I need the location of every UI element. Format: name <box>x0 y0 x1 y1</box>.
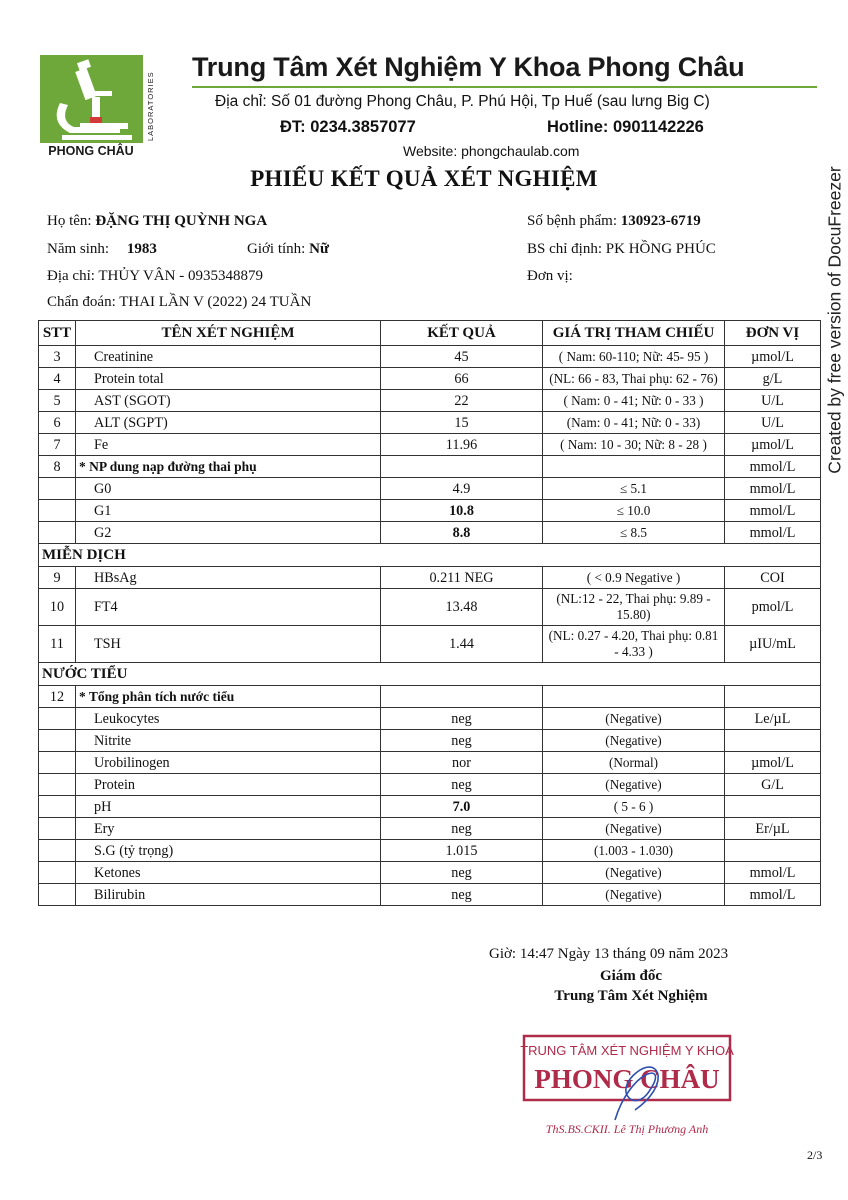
row-test-name: Ketones <box>76 862 381 884</box>
row-result: neg <box>381 730 543 752</box>
table-row <box>39 796 821 818</box>
row-unit: mmol/L <box>725 500 821 522</box>
row-unit: COI <box>725 567 821 589</box>
row-result: 1.44 <box>381 626 543 663</box>
table-row <box>39 390 821 412</box>
page-number: 2/3 <box>807 1148 823 1162</box>
table-row <box>39 522 821 544</box>
row-stt: 8 <box>39 456 76 478</box>
section-title: NƯỚC TIỂU <box>39 663 821 686</box>
table-row <box>39 708 821 730</box>
row-stt: 6 <box>39 412 76 434</box>
row-test-name: pH <box>76 796 381 818</box>
row-test-name: Urobilinogen <box>76 752 381 774</box>
row-unit <box>725 840 821 862</box>
row-stt: 4 <box>39 368 76 390</box>
row-unit: µmol/L <box>725 752 821 774</box>
lab-phone: ĐT: 0234.3857077 <box>280 118 416 136</box>
row-reference: ≤ 5.1 <box>543 478 725 500</box>
row-test-name: Protein total <box>76 368 381 390</box>
watermark-text: Created by free version of DocuFreezer <box>824 166 845 474</box>
table-row <box>39 626 821 663</box>
signer-org: Trung Tâm Xét Nghiệm <box>554 988 708 1004</box>
row-stt: 9 <box>39 567 76 589</box>
row-unit: µmol/L <box>725 346 821 368</box>
table-row <box>39 862 821 884</box>
table-row <box>39 774 821 796</box>
row-reference: ( Nam: 0 - 41; Nữ: 0 - 33 ) <box>543 390 725 412</box>
row-stt <box>39 752 76 774</box>
watermark <box>822 160 848 480</box>
row-unit: mmol/L <box>725 456 821 478</box>
table-row <box>39 412 821 434</box>
row-unit: U/L <box>725 412 821 434</box>
row-stt <box>39 884 76 906</box>
row-unit: Er/µL <box>725 818 821 840</box>
row-test-name: * NP dung nạp đường thai phụ <box>76 456 381 478</box>
official-stamp <box>520 1030 735 1140</box>
header-reference: GIÁ TRỊ THAM CHIẾU <box>543 321 725 346</box>
row-result: 66 <box>381 368 543 390</box>
stamp-line2: PHONG CHÂU <box>534 1064 720 1094</box>
table-row <box>39 368 821 390</box>
row-test-name: Leukocytes <box>76 708 381 730</box>
table-row <box>39 589 821 626</box>
row-result: neg <box>381 884 543 906</box>
row-stt <box>39 840 76 862</box>
row-stt <box>39 730 76 752</box>
row-stt <box>39 708 76 730</box>
row-stt <box>39 774 76 796</box>
patient-name: Họ tên: ĐẶNG THỊ QUỲNH NGA <box>47 213 268 229</box>
row-result-abnormal: 8.8 <box>381 522 543 544</box>
row-result: 0.211 NEG <box>381 567 543 589</box>
row-result: 22 <box>381 390 543 412</box>
row-reference: (Nam: 0 - 41; Nữ: 0 - 33) <box>543 412 725 434</box>
row-result: neg <box>381 818 543 840</box>
document-title: PHIẾU KẾT QUẢ XÉT NGHIỆM <box>250 166 598 191</box>
row-reference <box>543 686 725 708</box>
table-row <box>39 752 821 774</box>
row-unit: U/L <box>725 390 821 412</box>
lab-address: Địa chỉ: Số 01 đường Phong Châu, P. Phú Hội, Tp Huế (sau lưng Big C) <box>215 93 710 110</box>
row-result: 13.48 <box>381 589 543 626</box>
row-stt: 7 <box>39 434 76 456</box>
report-datetime: Giờ: 14:47 Ngày 13 tháng 09 năm 2023 <box>489 946 729 962</box>
row-result: neg <box>381 774 543 796</box>
row-test-name: Creatinine <box>76 346 381 368</box>
row-stt: 10 <box>39 589 76 626</box>
lab-title: Trung Tâm Xét Nghiệm Y Khoa Phong Châu <box>192 52 745 82</box>
patient-birth: Năm sinh: 1983 <box>47 241 157 257</box>
row-reference: ( Nam: 10 - 30; Nữ: 8 - 28 ) <box>543 434 725 456</box>
row-result: 1.015 <box>381 840 543 862</box>
table-row-group <box>39 686 821 708</box>
results-table <box>38 320 821 906</box>
row-unit: mmol/L <box>725 522 821 544</box>
row-reference: (Negative) <box>543 730 725 752</box>
row-unit: µIU/mL <box>725 626 821 663</box>
row-stt <box>39 796 76 818</box>
row-reference: (Negative) <box>543 862 725 884</box>
row-stt <box>39 500 76 522</box>
lab-website: Website: phongchaulab.com <box>403 143 580 159</box>
stamp-line1: TRUNG TÂM XÉT NGHIỆM Y KHOA <box>520 1043 734 1058</box>
row-test-name: AST (SGOT) <box>76 390 381 412</box>
row-reference: (Negative) <box>543 708 725 730</box>
row-test-name: Nitrite <box>76 730 381 752</box>
header-test-name: TÊN XÉT NGHIỆM <box>76 321 381 346</box>
section-row-immunology <box>39 544 821 567</box>
row-result-abnormal: 7.0 <box>381 796 543 818</box>
row-test-name: Fe <box>76 434 381 456</box>
row-test-name: FT4 <box>76 589 381 626</box>
section-title: MIỄN DỊCH <box>39 544 821 567</box>
row-unit: pmol/L <box>725 589 821 626</box>
row-result: 15 <box>381 412 543 434</box>
table-row <box>39 478 821 500</box>
row-test-name: G1 <box>76 500 381 522</box>
table-header-row <box>39 321 821 346</box>
row-test-name: Protein <box>76 774 381 796</box>
stamp-signer: ThS.BS.CKII. Lê Thị Phương Anh <box>545 1122 709 1136</box>
row-unit: mmol/L <box>725 884 821 906</box>
row-unit: µmol/L <box>725 434 821 456</box>
logo-sub-text: LABORATORIES <box>146 71 155 141</box>
row-reference: ≤ 10.0 <box>543 500 725 522</box>
table-row <box>39 346 821 368</box>
row-result <box>381 686 543 708</box>
row-test-name: ALT (SGPT) <box>76 412 381 434</box>
table-row <box>39 730 821 752</box>
row-test-name: S.G (tỷ trọng) <box>76 840 381 862</box>
row-reference: (Negative) <box>543 774 725 796</box>
row-stt: 11 <box>39 626 76 663</box>
signer-role: Giám đốc <box>599 968 663 984</box>
section-row-urine <box>39 663 821 686</box>
sample-number: Số bệnh phẩm: 130923-6719 <box>527 213 701 229</box>
row-result: 4.9 <box>381 478 543 500</box>
row-unit <box>725 686 821 708</box>
row-unit: mmol/L <box>725 478 821 500</box>
patient-sex: Giới tính: Nữ <box>247 241 329 257</box>
row-reference: ≤ 8.5 <box>543 522 725 544</box>
row-unit: g/L <box>725 368 821 390</box>
row-unit: mmol/L <box>725 862 821 884</box>
header-divider <box>192 86 817 88</box>
row-result: nor <box>381 752 543 774</box>
row-unit: Le/µL <box>725 708 821 730</box>
table-row <box>39 818 821 840</box>
row-reference: (1.003 - 1.030) <box>543 840 725 862</box>
row-reference: (Negative) <box>543 884 725 906</box>
row-reference: ( Nam: 60-110; Nữ: 45- 95 ) <box>543 346 725 368</box>
row-reference: (Normal) <box>543 752 725 774</box>
row-unit: G/L <box>725 774 821 796</box>
referring-doctor: BS chỉ định: PK HỒNG PHÚC <box>527 241 716 257</box>
row-test-name: Bilirubin <box>76 884 381 906</box>
header-result: KẾT QUẢ <box>381 321 543 346</box>
row-stt: 12 <box>39 686 76 708</box>
row-test-name: HBsAg <box>76 567 381 589</box>
table-row <box>39 567 821 589</box>
row-unit <box>725 796 821 818</box>
row-reference: ( < 0.9 Negative ) <box>543 567 725 589</box>
row-test-name: TSH <box>76 626 381 663</box>
table-row <box>39 884 821 906</box>
row-test-name: G0 <box>76 478 381 500</box>
row-test-name: G2 <box>76 522 381 544</box>
lab-hotline: Hotline: 0901142226 <box>547 118 704 136</box>
row-unit <box>725 730 821 752</box>
logo-brand-text: PHONG CHÂU <box>48 144 134 158</box>
row-reference: ( 5 - 6 ) <box>543 796 725 818</box>
row-reference: (NL: 66 - 83, Thai phụ: 62 - 76) <box>543 368 725 390</box>
row-test-name: Ery <box>76 818 381 840</box>
table-row <box>39 840 821 862</box>
row-reference <box>543 456 725 478</box>
row-test-name: * Tổng phân tích nước tiểu <box>76 686 381 708</box>
row-reference: (NL: 0.27 - 4.20, Thai phụ: 0.81 - 4.33 ) <box>543 626 725 663</box>
table-row-group <box>39 456 821 478</box>
row-stt <box>39 862 76 884</box>
row-result: neg <box>381 708 543 730</box>
row-stt <box>39 478 76 500</box>
patient-address: Địa chỉ: THỦY VÂN - 0935348879 <box>47 268 263 284</box>
row-result: 45 <box>381 346 543 368</box>
row-result-abnormal: 10.8 <box>381 500 543 522</box>
row-stt: 5 <box>39 390 76 412</box>
header-stt: STT <box>39 321 76 346</box>
row-reference: (NL:12 - 22, Thai phụ: 9.89 - 15.80) <box>543 589 725 626</box>
row-stt: 3 <box>39 346 76 368</box>
row-result: 11.96 <box>381 434 543 456</box>
patient-diagnosis: Chẩn đoán: THAI LẦN V (2022) 24 TUẦN <box>47 294 312 310</box>
row-stt <box>39 818 76 840</box>
row-result: neg <box>381 862 543 884</box>
header-unit: ĐƠN VỊ <box>725 321 821 346</box>
table-row <box>39 500 821 522</box>
row-reference: (Negative) <box>543 818 725 840</box>
row-result <box>381 456 543 478</box>
row-stt <box>39 522 76 544</box>
patient-unit: Đơn vị: <box>527 268 573 284</box>
table-row <box>39 434 821 456</box>
phong-chau-logo <box>40 55 158 160</box>
